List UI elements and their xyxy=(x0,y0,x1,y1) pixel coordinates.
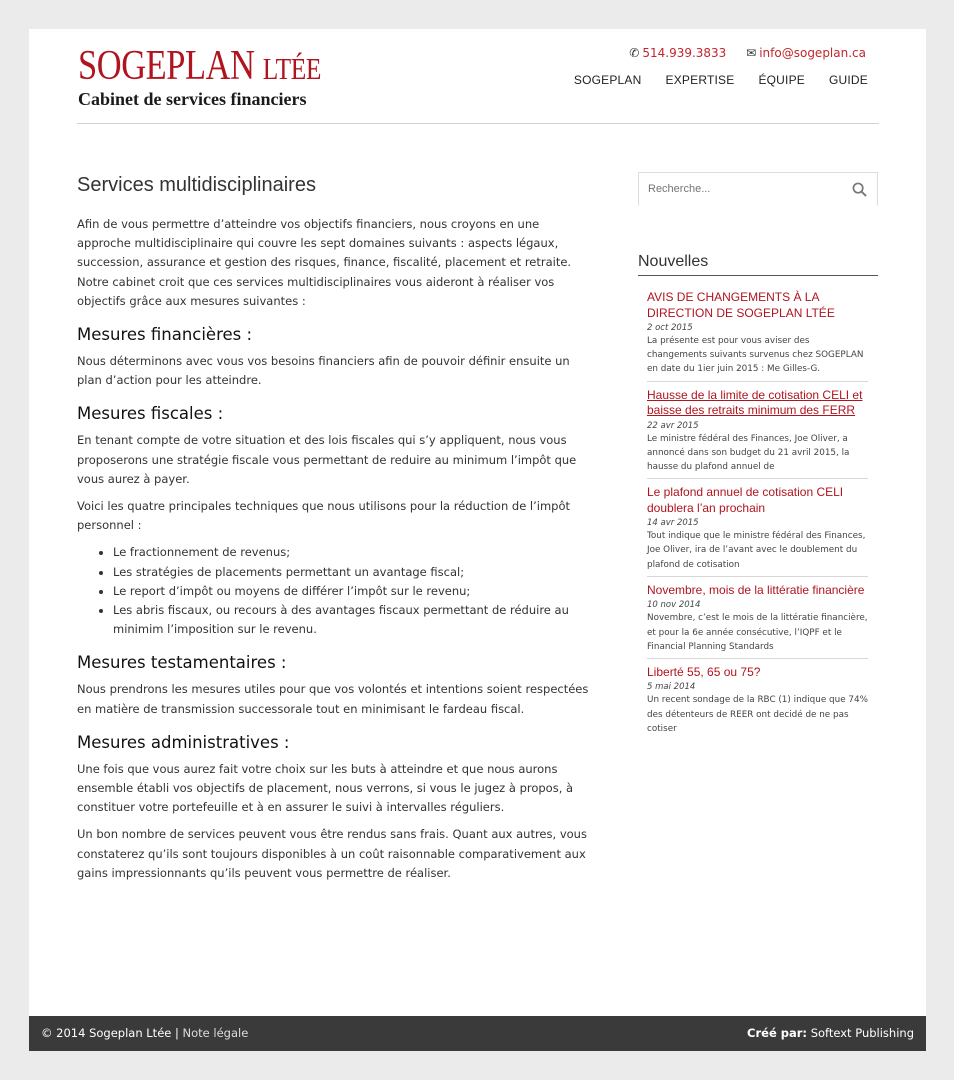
intro-paragraph: Afin de vous permettre d’atteindre vos objectifs financiers, nous croyons en une approche multidisciplinaire qui couvre les sept domaines suivants : aspects légaux, succession, assurance et gestion des risques, finance, fiscalité, placement et retraite. Notre cabinet croit que ces services multidisciplinaires vous aideront à réaliser vos objectifs grâce aux mesures suivantes : xyxy=(77,217,572,308)
phone-link[interactable] xyxy=(629,46,730,60)
news-heading: Nouvelles xyxy=(638,253,878,276)
nav-item-guide[interactable]: GUIDE xyxy=(828,73,868,87)
page-title: Services multidisciplinaires xyxy=(77,174,316,196)
logo-suffix: LTÉE xyxy=(262,51,321,86)
list-item: • Le fractionnement de revenus; xyxy=(113,543,592,562)
news-item-title[interactable]: Le plafond annuel de cotisation CELI doublera l’an prochain xyxy=(647,485,844,515)
administrative-paragraph-2: Un bon nombre de services peuvent vous être rendus sans frais. Quant aux autres, vous constaterez qu’ils sont toujours disponibles à un coût raisonnable comparativement aux gains impressionnants qu’ils peuvent vous permettre de réaliser. xyxy=(77,827,587,880)
fiscal-techniques-list xyxy=(113,543,592,639)
news-item-excerpt: Le ministre fédéral des Finances, Joe Oliver, a annoncé dans son budget du 21 avril 2015, la hausse du plafond annuel de xyxy=(647,433,850,473)
nav-item-expertise[interactable]: EXPERTISE xyxy=(665,73,735,87)
contact-bar xyxy=(613,46,866,60)
search-input[interactable] xyxy=(639,173,839,205)
news-list xyxy=(647,290,868,740)
nav-item-equipe[interactable]: ÉQUIPE xyxy=(758,73,805,87)
sidebar xyxy=(638,172,878,746)
news-item xyxy=(647,290,868,382)
main-content xyxy=(77,174,592,891)
news-item-title[interactable]: Liberté 55, 65 ou 75? xyxy=(647,664,761,679)
news-item-excerpt: Un recent sondage de la RBC (1) indique que 74% des détenteurs de REER ont decidé de ne pas cotiser xyxy=(647,695,868,734)
logo-name: SOGEPLAN xyxy=(78,43,255,89)
financial-paragraph: Nous déterminons avec vous vos besoins financiers afin de pouvoir définir ensuite un plan d’action pour les atteindre. xyxy=(77,354,570,388)
email-address: info@sogeplan.ca xyxy=(759,46,866,60)
news-item-title[interactable]: Novembre, mois de la littératie financière xyxy=(647,582,865,597)
news-item-excerpt: Tout indique que le ministre fédéral des Finances, Joe Oliver, ira de l’avant avec le doublement du plafond de cotisation xyxy=(647,531,866,570)
page-container xyxy=(29,29,926,1016)
logo[interactable] xyxy=(78,45,374,110)
news-item xyxy=(647,388,868,480)
fiscal-paragraph-2: Voici les quatre principales techniques que nous utilisons pour la réduction de l’impôt personnel : xyxy=(77,499,571,533)
heading-fiscal: Mesures fiscales : xyxy=(77,404,224,424)
search-icon[interactable] xyxy=(852,182,867,197)
news-item-date: 10 nov 2014 xyxy=(647,600,701,611)
heading-testamentary: Mesures testamentaires : xyxy=(77,653,287,673)
list-item: • Les abris fiscaux, ou recours à des avantages fiscaux permettant de réduire au minimim l’imposition sur le revenu. xyxy=(113,601,592,639)
news-item-excerpt: La présente est pour vous aviser des changements suivants survenus chez SOGEPLAN en date du 1ier juin 2015 : Me Gilles-G. xyxy=(647,336,864,375)
news-item xyxy=(647,665,868,740)
news-item xyxy=(647,583,868,659)
list-item: • Les stratégies de placements permettant un avantage fiscal; xyxy=(113,563,592,582)
main-nav xyxy=(550,73,868,87)
header-divider xyxy=(77,123,879,124)
news-item-title[interactable]: Hausse de la limite de cotisation CELI et baisse des retraits minimum des FERR xyxy=(647,387,863,418)
news-item-date: 5 mai 2014 xyxy=(647,682,696,693)
email-link[interactable] xyxy=(746,46,866,60)
news-item-date: 22 avr 2015 xyxy=(647,420,699,431)
credit-link[interactable]: Softext Publishing xyxy=(810,1026,914,1040)
testamentary-paragraph: Nous prendrons les mesures utiles pour que vos volontés et intentions soient respectées en matière de transmission successorale tout en minimisant le fardeau fiscal. xyxy=(77,682,589,716)
administrative-paragraph-1: Une fois que vous aurez fait votre choix sur les buts à atteindre et que nous aurons ensemble établi vos objectifs de placement, nous verrons, si vous le jugez à propos, à constituer votre portefeuille et à en assurer le suivi à intervalles réguliers. xyxy=(77,761,574,815)
news-item xyxy=(647,485,868,577)
list-item: • Le report d’impôt ou moyens de différer l’impôt sur le revenu; xyxy=(113,582,592,601)
envelope-icon: ✉ xyxy=(746,46,757,60)
footer xyxy=(29,1016,926,1051)
phone-icon: ✆ xyxy=(629,46,640,60)
fiscal-paragraph-1: En tenant compte de votre situation et des lois fiscales qui s’y appliquent, nous vous proposerons une stratégie fiscale vous permettant de reduire au minimum l’impôt que vous aurez à payer. xyxy=(77,433,577,486)
heading-administrative: Mesures administratives : xyxy=(77,732,290,752)
news-item-title[interactable]: AVIS DE CHANGEMENTS À LA DIRECTION DE SOGEPLAN LTÉE xyxy=(647,290,835,320)
nav-item-sogeplan[interactable]: SOGEPLAN xyxy=(573,73,642,87)
news-item-excerpt: Novembre, c’est le mois de la littératie financière, et pour la 6e année consécutive, l’IQPF et le Financial Planning Standards xyxy=(647,613,868,652)
news-item-date: 2 oct 2015 xyxy=(647,323,693,333)
legal-notice-link[interactable]: Note légale xyxy=(182,1026,249,1040)
search-box xyxy=(638,172,878,206)
phone-number: 514.939.3833 xyxy=(642,46,727,60)
news-item-date: 14 avr 2015 xyxy=(647,518,699,529)
credit-label: Créé par: xyxy=(747,1026,808,1040)
footer-separator: | xyxy=(171,1026,183,1040)
logo-subtitle: Cabinet de services financiers xyxy=(78,89,307,109)
footer-copyright: © 2014 Sogeplan Ltée xyxy=(41,1026,172,1040)
heading-financial: Mesures financières : xyxy=(77,325,253,345)
